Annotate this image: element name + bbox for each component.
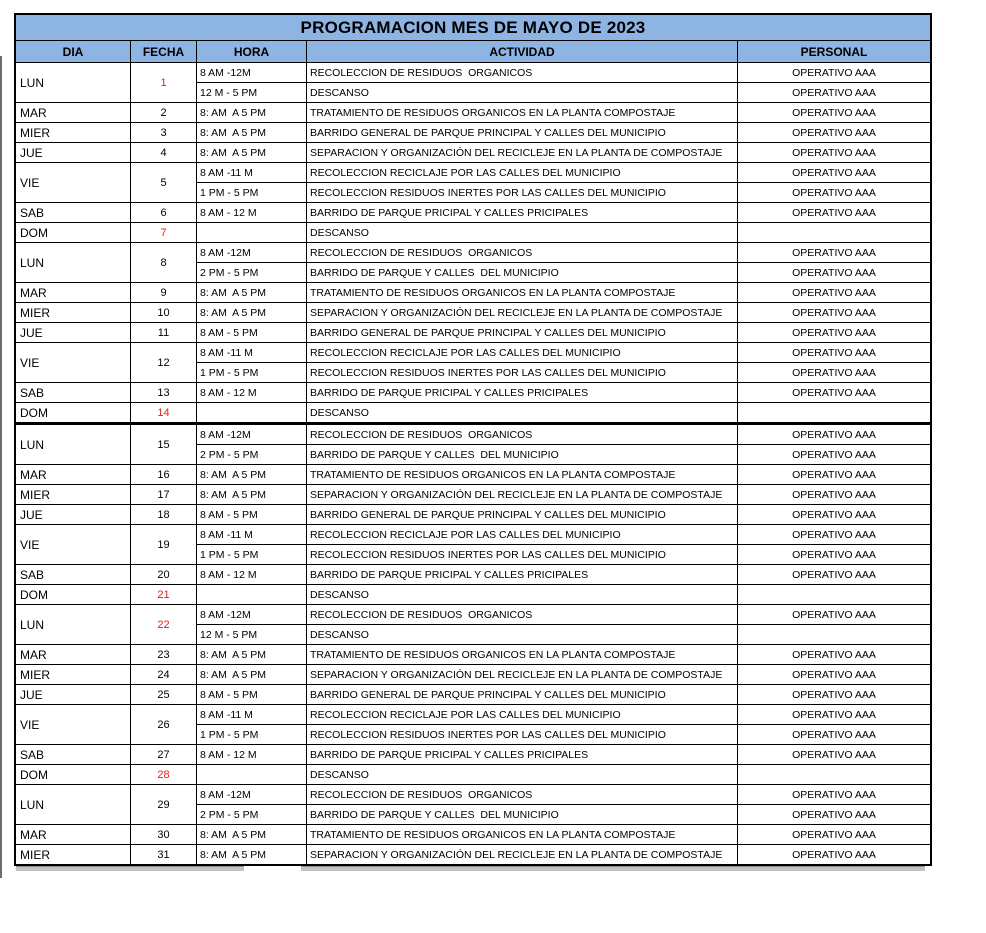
day-group: [16, 102, 930, 122]
date-cell: 10: [131, 303, 197, 322]
activity-cell: RECOLECCION RESIDUOS INERTES POR LAS CALLES DEL MUNICIPIO: [307, 363, 738, 382]
time-cell: 1 PM - 5 PM: [197, 725, 307, 744]
personnel-cell: OPERATIVO AAA: [792, 808, 876, 821]
table-row: [197, 383, 930, 402]
personnel-cell: OPERATIVO AAA: [792, 448, 876, 461]
personnel-cell: OPERATIVO AAA: [792, 568, 876, 581]
date-cell: 4: [131, 143, 197, 162]
personnel-cell: OPERATIVO AAA: [792, 428, 876, 441]
personnel-cell: OPERATIVO AAA: [792, 848, 876, 861]
date-cell: 16: [131, 465, 197, 484]
day-subrows: [197, 765, 930, 784]
date-cell: 7: [131, 223, 197, 242]
day-group: [16, 222, 930, 242]
day-cell: JUE: [16, 143, 131, 162]
activity-cell: DESCANSO: [307, 403, 738, 422]
activity-cell: DESCANSO: [307, 83, 738, 102]
screenshot-left-edge-artifact: [0, 56, 2, 878]
activity-cell: RECOLECCION RESIDUOS INERTES POR LAS CALLES DEL MUNICIPIO: [307, 725, 738, 744]
day-subrows: [197, 605, 930, 644]
day-cell: MIER: [16, 485, 131, 504]
date-cell: 17: [131, 485, 197, 504]
day-cell: DOM: [16, 585, 131, 604]
activity-cell: DESCANSO: [307, 765, 738, 784]
date-cell: 14: [131, 403, 197, 422]
table-row: [197, 283, 930, 302]
day-group: [16, 242, 930, 282]
time-cell: 8 AM -12M: [197, 425, 307, 444]
date-cell: 21: [131, 585, 197, 604]
day-group: [16, 63, 930, 102]
activity-cell: RECOLECCION DE RESIDUOS ORGANICOS: [307, 425, 738, 444]
time-cell: 12 M - 5 PM: [197, 625, 307, 644]
date-cell: 6: [131, 203, 197, 222]
day-group: [16, 402, 930, 422]
table-row: [197, 203, 930, 222]
day-subrows: [197, 425, 930, 464]
column-header-actividad: ACTIVIDAD: [307, 41, 738, 62]
date-cell: 9: [131, 283, 197, 302]
time-cell: 8 AM - 5 PM: [197, 685, 307, 704]
day-cell: LUN: [16, 785, 131, 824]
activity-cell: DESCANSO: [307, 223, 738, 242]
date-cell: 5: [131, 163, 197, 202]
day-subrows: [197, 825, 930, 844]
table-row: [197, 685, 930, 704]
day-cell: MIER: [16, 123, 131, 142]
personnel-cell: [738, 765, 930, 784]
time-cell: 8: AM A 5 PM: [197, 143, 307, 162]
day-cell: MAR: [16, 103, 131, 122]
time-cell: 8 AM - 12 M: [197, 745, 307, 764]
date-cell: 29: [131, 785, 197, 824]
personnel-cell: OPERATIVO AAA: [792, 468, 876, 481]
table-row: [197, 645, 930, 664]
screenshot-bottom-strip-left: [16, 866, 244, 871]
table-row: [197, 785, 930, 804]
day-group: [16, 302, 930, 322]
activity-cell: BARRIDO DE PARQUE Y CALLES DEL MUNICIPIO: [307, 805, 738, 824]
day-cell: MIER: [16, 303, 131, 322]
personnel-cell: OPERATIVO AAA: [792, 106, 876, 119]
table-title: PROGRAMACION MES DE MAYO DE 2023: [16, 15, 930, 41]
date-cell: 8: [131, 243, 197, 282]
time-cell: 2 PM - 5 PM: [197, 805, 307, 824]
table-row: [197, 143, 930, 162]
time-cell: [197, 403, 307, 422]
day-subrows: [197, 303, 930, 322]
day-cell: JUE: [16, 505, 131, 524]
day-subrows: [197, 665, 930, 684]
day-subrows: [197, 785, 930, 824]
date-cell: 22: [131, 605, 197, 644]
day-group: [16, 764, 930, 784]
personnel-cell: OPERATIVO AAA: [792, 186, 876, 199]
personnel-cell: [738, 585, 930, 604]
day-group: [16, 122, 930, 142]
personnel-cell: [738, 403, 930, 422]
personnel-cell: OPERATIVO AAA: [792, 266, 876, 279]
day-group: [16, 704, 930, 744]
day-subrows: [197, 685, 930, 704]
time-cell: 8 AM - 12 M: [197, 565, 307, 584]
activity-cell: RECOLECCION DE RESIDUOS ORGANICOS: [307, 243, 738, 262]
day-group: [16, 744, 930, 764]
day-subrows: [197, 63, 930, 102]
time-cell: 8 AM - 12 M: [197, 383, 307, 402]
activity-cell: BARRIDO DE PARQUE Y CALLES DEL MUNICIPIO: [307, 445, 738, 464]
table-row: [197, 163, 930, 182]
day-group: [16, 564, 930, 584]
time-cell: 8: AM A 5 PM: [197, 825, 307, 844]
table-row: [197, 525, 930, 544]
time-cell: 8 AM -12M: [197, 605, 307, 624]
personnel-cell: OPERATIVO AAA: [792, 326, 876, 339]
day-group: [16, 684, 930, 704]
day-subrows: [197, 403, 930, 422]
activity-cell: RECOLECCION DE RESIDUOS ORGANICOS: [307, 63, 738, 82]
day-subrows: [197, 143, 930, 162]
activity-cell: RECOLECCION RECICLAJE POR LAS CALLES DEL MUNICIPIO: [307, 163, 738, 182]
date-cell: 2: [131, 103, 197, 122]
personnel-cell: OPERATIVO AAA: [792, 286, 876, 299]
time-cell: 12 M - 5 PM: [197, 83, 307, 102]
day-cell: MAR: [16, 825, 131, 844]
date-cell: 18: [131, 505, 197, 524]
activity-cell: BARRIDO DE PARQUE PRICIPAL Y CALLES PRICIPALES: [307, 565, 738, 584]
time-cell: 8 AM -12M: [197, 785, 307, 804]
time-cell: 8 AM - 5 PM: [197, 505, 307, 524]
day-cell: SAB: [16, 565, 131, 584]
personnel-cell: [738, 223, 930, 242]
date-cell: 1: [131, 63, 197, 102]
personnel-cell: OPERATIVO AAA: [792, 828, 876, 841]
day-subrows: [197, 845, 930, 864]
activity-cell: BARRIDO DE PARQUE PRICIPAL Y CALLES PRICIPALES: [307, 383, 738, 402]
time-cell: 1 PM - 5 PM: [197, 545, 307, 564]
table-row: [197, 544, 930, 564]
activity-cell: TRATAMIENTO DE RESIDUOS ORGANICOS EN LA PLANTA COMPOSTAJE: [307, 283, 738, 302]
time-cell: 8 AM -11 M: [197, 163, 307, 182]
time-cell: 8 AM -11 M: [197, 525, 307, 544]
time-cell: 2 PM - 5 PM: [197, 263, 307, 282]
time-cell: 2 PM - 5 PM: [197, 445, 307, 464]
table-row: [197, 585, 930, 604]
day-subrows: [197, 383, 930, 402]
activity-cell: RECOLECCION RECICLAJE POR LAS CALLES DEL MUNICIPIO: [307, 343, 738, 362]
table-header-row: [16, 41, 930, 63]
personnel-cell: OPERATIVO AAA: [792, 206, 876, 219]
day-subrows: [197, 505, 930, 524]
day-subrows: [197, 585, 930, 604]
table-row: [197, 485, 930, 504]
day-subrows: [197, 223, 930, 242]
time-cell: 8: AM A 5 PM: [197, 103, 307, 122]
day-subrows: [197, 123, 930, 142]
table-row: [197, 624, 930, 644]
activity-cell: RECOLECCION DE RESIDUOS ORGANICOS: [307, 605, 738, 624]
personnel-cell: OPERATIVO AAA: [792, 648, 876, 661]
activity-cell: TRATAMIENTO DE RESIDUOS ORGANICOS EN LA PLANTA COMPOSTAJE: [307, 465, 738, 484]
table-row: [197, 665, 930, 684]
day-subrows: [197, 163, 930, 202]
table-row: [197, 845, 930, 864]
time-cell: [197, 585, 307, 604]
time-cell: 8: AM A 5 PM: [197, 283, 307, 302]
personnel-cell: OPERATIVO AAA: [792, 246, 876, 259]
day-cell: MIER: [16, 845, 131, 864]
personnel-cell: OPERATIVO AAA: [792, 608, 876, 621]
personnel-cell: [738, 625, 930, 644]
activity-cell: BARRIDO DE PARQUE PRICIPAL Y CALLES PRICIPALES: [307, 203, 738, 222]
date-cell: 27: [131, 745, 197, 764]
table-row: [197, 82, 930, 102]
day-subrows: [197, 465, 930, 484]
time-cell: 8 AM -12M: [197, 243, 307, 262]
time-cell: 8: AM A 5 PM: [197, 485, 307, 504]
day-cell: VIE: [16, 343, 131, 382]
day-subrows: [197, 645, 930, 664]
day-group: [16, 644, 930, 664]
day-group: [16, 162, 930, 202]
table-row: [197, 825, 930, 844]
time-cell: [197, 223, 307, 242]
date-cell: 23: [131, 645, 197, 664]
time-cell: 8 AM -12M: [197, 63, 307, 82]
table-row: [197, 605, 930, 624]
date-cell: 24: [131, 665, 197, 684]
personnel-cell: OPERATIVO AAA: [792, 146, 876, 159]
table-row: [197, 63, 930, 82]
time-cell: 8: AM A 5 PM: [197, 645, 307, 664]
date-cell: 15: [131, 425, 197, 464]
activity-cell: RECOLECCION RESIDUOS INERTES POR LAS CALLES DEL MUNICIPIO: [307, 183, 738, 202]
personnel-cell: OPERATIVO AAA: [792, 166, 876, 179]
column-header-fecha: FECHA: [131, 41, 197, 62]
activity-cell: SEPARACION Y ORGANIZACIÓN DEL RECICLEJE EN LA PLANTA DE COMPOSTAJE: [307, 143, 738, 162]
activity-cell: TRATAMIENTO DE RESIDUOS ORGANICOS EN LA PLANTA COMPOSTAJE: [307, 103, 738, 122]
column-header-hora: HORA: [197, 41, 307, 62]
table-row: [197, 243, 930, 262]
day-cell: LUN: [16, 63, 131, 102]
personnel-cell: OPERATIVO AAA: [792, 668, 876, 681]
time-cell: 8: AM A 5 PM: [197, 303, 307, 322]
day-subrows: [197, 343, 930, 382]
time-cell: 8 AM - 5 PM: [197, 323, 307, 342]
personnel-cell: OPERATIVO AAA: [792, 788, 876, 801]
table-row: [197, 565, 930, 584]
date-cell: 3: [131, 123, 197, 142]
day-cell: JUE: [16, 323, 131, 342]
day-cell: LUN: [16, 243, 131, 282]
activity-cell: SEPARACION Y ORGANIZACIÓN DEL RECICLEJE EN LA PLANTA DE COMPOSTAJE: [307, 303, 738, 322]
day-cell: DOM: [16, 765, 131, 784]
date-cell: 31: [131, 845, 197, 864]
personnel-cell: OPERATIVO AAA: [792, 548, 876, 561]
day-cell: MAR: [16, 283, 131, 302]
day-group: [16, 484, 930, 504]
date-cell: 25: [131, 685, 197, 704]
time-cell: 8 AM -11 M: [197, 343, 307, 362]
day-group: [16, 422, 930, 464]
activity-cell: TRATAMIENTO DE RESIDUOS ORGANICOS EN LA PLANTA COMPOSTAJE: [307, 645, 738, 664]
table-row: [197, 303, 930, 322]
time-cell: 8: AM A 5 PM: [197, 465, 307, 484]
personnel-cell: OPERATIVO AAA: [792, 748, 876, 761]
day-group: [16, 282, 930, 302]
day-cell: SAB: [16, 203, 131, 222]
schedule-table: [14, 13, 932, 866]
column-header-dia: DIA: [16, 41, 131, 62]
day-subrows: [197, 565, 930, 584]
activity-cell: RECOLECCION RESIDUOS INERTES POR LAS CALLES DEL MUNICIPIO: [307, 545, 738, 564]
table-row: [197, 223, 930, 242]
table-row: [197, 103, 930, 122]
day-group: [16, 382, 930, 402]
table-row: [197, 804, 930, 824]
activity-cell: RECOLECCION DE RESIDUOS ORGANICOS: [307, 785, 738, 804]
personnel-cell: OPERATIVO AAA: [792, 306, 876, 319]
day-group: [16, 824, 930, 844]
table-row: [197, 705, 930, 724]
table-row: [197, 262, 930, 282]
activity-cell: SEPARACION Y ORGANIZACIÓN DEL RECICLEJE EN LA PLANTA DE COMPOSTAJE: [307, 845, 738, 864]
day-subrows: [197, 103, 930, 122]
activity-cell: RECOLECCION RECICLAJE POR LAS CALLES DEL MUNICIPIO: [307, 525, 738, 544]
activity-cell: RECOLECCION RECICLAJE POR LAS CALLES DEL MUNICIPIO: [307, 705, 738, 724]
personnel-cell: OPERATIVO AAA: [792, 488, 876, 501]
table-row: [197, 403, 930, 422]
day-cell: MAR: [16, 465, 131, 484]
time-cell: 1 PM - 5 PM: [197, 363, 307, 382]
activity-cell: SEPARACION Y ORGANIZACIÓN DEL RECICLEJE EN LA PLANTA DE COMPOSTAJE: [307, 665, 738, 684]
date-cell: 28: [131, 765, 197, 784]
personnel-cell: OPERATIVO AAA: [792, 528, 876, 541]
personnel-cell: OPERATIVO AAA: [792, 728, 876, 741]
day-subrows: [197, 283, 930, 302]
table-row: [197, 323, 930, 342]
day-cell: VIE: [16, 705, 131, 744]
activity-cell: BARRIDO GENERAL DE PARQUE PRINCIPAL Y CALLES DEL MUNICIPIO: [307, 505, 738, 524]
day-cell: MIER: [16, 665, 131, 684]
table-row: [197, 425, 930, 444]
day-group: [16, 784, 930, 824]
time-cell: 8: AM A 5 PM: [197, 845, 307, 864]
time-cell: 8 AM - 12 M: [197, 203, 307, 222]
day-cell: SAB: [16, 383, 131, 402]
activity-cell: BARRIDO DE PARQUE PRICIPAL Y CALLES PRICIPALES: [307, 745, 738, 764]
table-row: [197, 505, 930, 524]
table-row: [197, 745, 930, 764]
date-cell: 12: [131, 343, 197, 382]
day-group: [16, 202, 930, 222]
table-row: [197, 182, 930, 202]
day-cell: LUN: [16, 425, 131, 464]
day-cell: LUN: [16, 605, 131, 644]
activity-cell: BARRIDO DE PARQUE Y CALLES DEL MUNICIPIO: [307, 263, 738, 282]
day-subrows: [197, 525, 930, 564]
time-cell: [197, 765, 307, 784]
table-row: [197, 465, 930, 484]
table-row: [197, 724, 930, 744]
day-group: [16, 664, 930, 684]
personnel-cell: OPERATIVO AAA: [792, 386, 876, 399]
date-cell: 19: [131, 525, 197, 564]
day-group: [16, 342, 930, 382]
table-row: [197, 765, 930, 784]
activity-cell: SEPARACION Y ORGANIZACIÓN DEL RECICLEJE EN LA PLANTA DE COMPOSTAJE: [307, 485, 738, 504]
day-group: [16, 504, 930, 524]
date-cell: 13: [131, 383, 197, 402]
day-cell: VIE: [16, 163, 131, 202]
activity-cell: TRATAMIENTO DE RESIDUOS ORGANICOS EN LA PLANTA COMPOSTAJE: [307, 825, 738, 844]
personnel-cell: OPERATIVO AAA: [792, 346, 876, 359]
day-subrows: [197, 705, 930, 744]
day-group: [16, 524, 930, 564]
time-cell: 8 AM -11 M: [197, 705, 307, 724]
personnel-cell: OPERATIVO AAA: [792, 508, 876, 521]
day-group: [16, 322, 930, 342]
day-subrows: [197, 745, 930, 764]
day-group: [16, 464, 930, 484]
date-cell: 11: [131, 323, 197, 342]
table-row: [197, 362, 930, 382]
day-cell: VIE: [16, 525, 131, 564]
schedule-body: [16, 63, 930, 864]
personnel-cell: OPERATIVO AAA: [792, 366, 876, 379]
activity-cell: BARRIDO GENERAL DE PARQUE PRINCIPAL Y CALLES DEL MUNICIPIO: [307, 123, 738, 142]
day-subrows: [197, 485, 930, 504]
day-group: [16, 844, 930, 864]
day-group: [16, 584, 930, 604]
activity-cell: BARRIDO GENERAL DE PARQUE PRINCIPAL Y CALLES DEL MUNICIPIO: [307, 323, 738, 342]
personnel-cell: OPERATIVO AAA: [792, 66, 876, 79]
activity-cell: DESCANSO: [307, 625, 738, 644]
personnel-cell: OPERATIVO AAA: [792, 688, 876, 701]
day-cell: JUE: [16, 685, 131, 704]
day-subrows: [197, 203, 930, 222]
day-cell: DOM: [16, 403, 131, 422]
date-cell: 30: [131, 825, 197, 844]
column-header-personal: PERSONAL: [800, 44, 868, 59]
date-cell: 26: [131, 705, 197, 744]
day-subrows: [197, 243, 930, 282]
day-group: [16, 142, 930, 162]
screenshot-bottom-strip-right: [301, 866, 925, 871]
personnel-cell: OPERATIVO AAA: [792, 708, 876, 721]
table-row: [197, 444, 930, 464]
activity-cell: BARRIDO GENERAL DE PARQUE PRINCIPAL Y CALLES DEL MUNICIPIO: [307, 685, 738, 704]
table-row: [197, 123, 930, 142]
date-cell: 20: [131, 565, 197, 584]
day-subrows: [197, 323, 930, 342]
time-cell: 8: AM A 5 PM: [197, 123, 307, 142]
day-cell: MAR: [16, 645, 131, 664]
personnel-cell: OPERATIVO AAA: [792, 86, 876, 99]
time-cell: 8: AM A 5 PM: [197, 665, 307, 684]
table-row: [197, 343, 930, 362]
activity-cell: DESCANSO: [307, 585, 738, 604]
day-cell: SAB: [16, 745, 131, 764]
day-group: [16, 604, 930, 644]
personnel-cell: OPERATIVO AAA: [792, 126, 876, 139]
time-cell: 1 PM - 5 PM: [197, 183, 307, 202]
day-cell: DOM: [16, 223, 131, 242]
